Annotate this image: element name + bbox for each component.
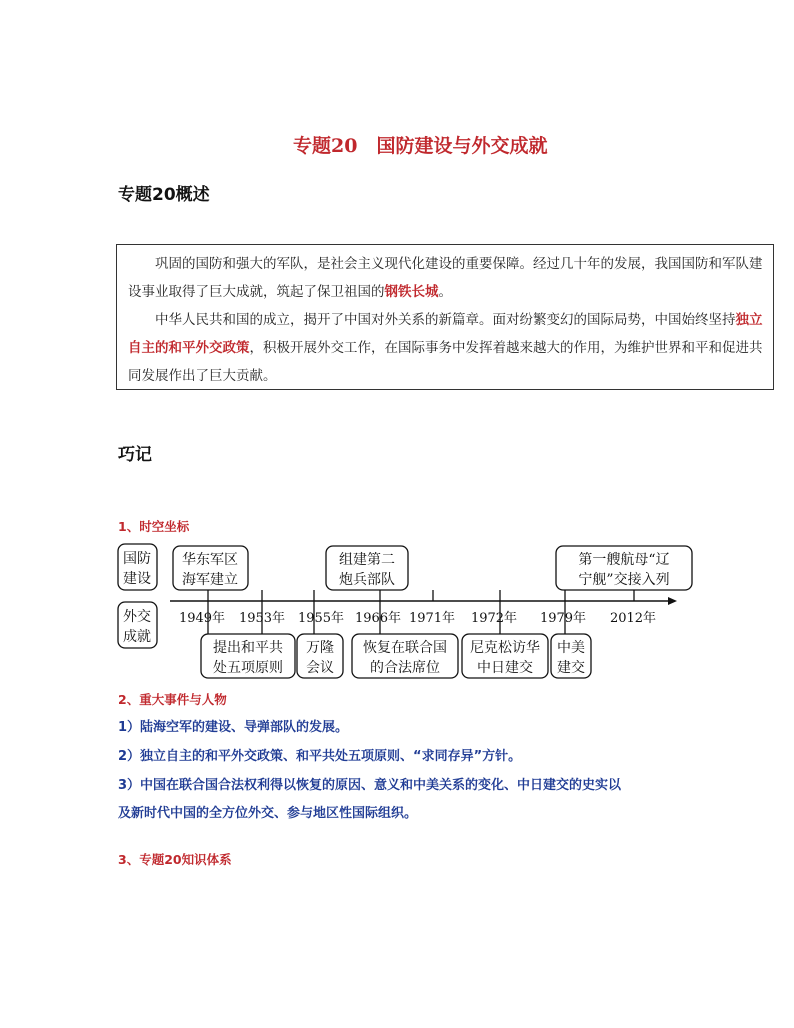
- timeline-diagram: [0, 540, 794, 680]
- event-label: 建交: [557, 660, 585, 676]
- year-label: 1949年: [178, 611, 226, 626]
- section-events-heading: 2、重大事件与人物: [118, 692, 227, 707]
- highlight-foreign-policy: 独立自主的和平外交政策: [128, 312, 763, 356]
- event-label: 会议: [306, 660, 334, 676]
- key-point-3-continued: 及新时代中国的全方位外交、参与地区性国际组织。: [118, 806, 418, 821]
- year-label: 1953年: [238, 611, 286, 626]
- event-label: 炮兵部队: [339, 572, 395, 588]
- event-label: 中美: [557, 640, 585, 656]
- category-label: 建设: [123, 571, 151, 587]
- page-title: 专题20 国防建设与外交成就: [293, 135, 548, 157]
- year-label: 1971年: [408, 611, 456, 626]
- event-label: 海军建立: [182, 572, 238, 588]
- category-label: 成就: [123, 629, 151, 645]
- summary-paragraph-1: [128, 250, 764, 306]
- event-label: 中日建交: [477, 660, 533, 676]
- timeline-arrow-icon: [668, 597, 677, 605]
- event-label: 尼克松访华: [470, 640, 540, 656]
- section-timeline-heading: 1、时空坐标: [118, 519, 190, 534]
- key-point-2: 2）独立自主的和平外交政策、和平共处五项原则、“求同存异”方针。: [118, 749, 522, 764]
- summary-text: ，积极开展外交工作，在国际事务中发挥着越来越大的作用，为维护世界和平和促进共同发展作出了巨大贡献。: [128, 340, 763, 384]
- summary-text: 巩固的国防和强大的军队，是社会主义现代化建设的重要保障。经过几十年的发展，我国国防和军队建设事业取得了巨大成就，筑起了保卫祖国的: [128, 256, 763, 300]
- summary-text: 中华人民共和国的成立，揭开了中国对外关系的新篇章。面对纷繁变幻的国际局势，中国始终坚持: [155, 312, 736, 328]
- event-label: 的合法席位: [370, 660, 440, 676]
- section-knowledge-system-heading: 3、专题20知识体系: [118, 852, 232, 867]
- key-point-3: 3）中国在联合国合法权利得以恢复的原因、意义和中美关系的变化、中日建交的史实以: [118, 778, 622, 793]
- year-label: 2012年: [609, 611, 657, 626]
- year-label: 1979年: [539, 611, 587, 626]
- category-label: 国防: [123, 551, 151, 567]
- event-label: 组建第二: [339, 552, 395, 568]
- overview-heading: 专题20概述: [118, 185, 210, 205]
- highlight-great-wall: 钢铁长城: [384, 284, 439, 300]
- key-point-1: 1）陆海空军的建设、导弹部队的发展。: [118, 720, 349, 735]
- memory-heading: 巧记: [118, 445, 152, 465]
- year-label: 1972年: [470, 611, 518, 626]
- event-label: 宁舰”交接入列: [578, 572, 670, 588]
- event-label: 华东军区: [182, 552, 238, 568]
- event-label: 提出和平共: [213, 640, 283, 656]
- event-label: 万隆: [306, 640, 334, 656]
- event-label: 处五项原则: [213, 660, 283, 676]
- event-label: 恢复在联合国: [363, 640, 447, 656]
- year-label: 1955年: [297, 611, 345, 626]
- category-label: 外交: [123, 609, 151, 625]
- summary-text: 。: [438, 284, 452, 300]
- event-label: 第一艘航母“辽: [578, 552, 670, 568]
- year-label: 1966年: [354, 611, 402, 626]
- summary-paragraph-2: [128, 306, 764, 390]
